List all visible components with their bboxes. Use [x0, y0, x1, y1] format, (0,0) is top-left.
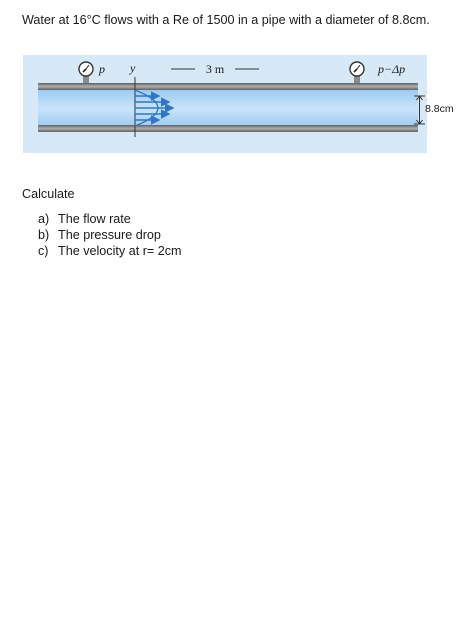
pressure-gauge-right-icon — [350, 62, 364, 83]
question-letter: b) — [38, 228, 50, 242]
question-letter: c) — [38, 244, 49, 258]
question-item — [38, 211, 182, 227]
problem-statement: Water at 16°C flows with a Re of 1500 in a pipe with a diameter of 8.8cm. — [22, 13, 430, 27]
label-p-drop: p−Δp — [378, 62, 406, 76]
label-diameter: 8.8cm — [425, 103, 454, 115]
question-text: The velocity at r= 2cm — [58, 244, 182, 258]
question-text: The pressure drop — [58, 228, 161, 242]
label-p: p — [99, 62, 105, 76]
calculate-label: Calculate — [22, 187, 75, 201]
label-y: y — [130, 61, 136, 75]
question-list — [38, 211, 182, 259]
pipe-wall-bottom — [38, 125, 418, 132]
pipe-flow-figure — [23, 55, 454, 153]
pressure-gauge-left-icon — [79, 62, 93, 83]
question-item — [38, 227, 182, 243]
question-text: The flow rate — [58, 212, 131, 226]
pipe-diagram — [23, 55, 454, 153]
pipe-wall-top — [38, 83, 418, 90]
question-item — [38, 243, 182, 259]
question-letter: a) — [38, 212, 50, 226]
label-length: 3 m — [205, 62, 225, 76]
pipe-fluid — [38, 90, 418, 127]
